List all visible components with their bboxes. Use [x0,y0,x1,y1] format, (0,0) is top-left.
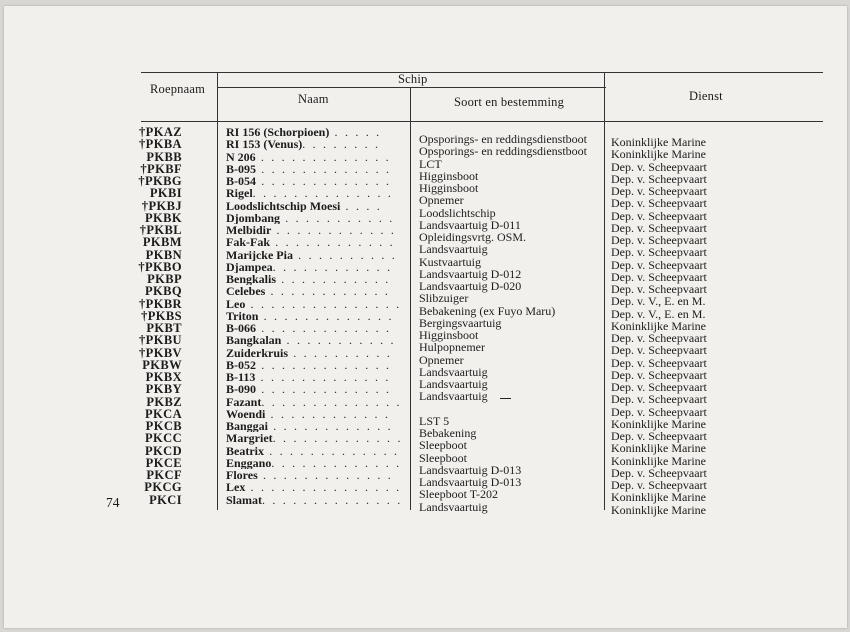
dienst: Koninklijke Marine [611,441,706,456]
dienst: Dep. v. Scheepvaart [611,331,707,345]
dienst: Dep. v. Scheepvaart [611,233,707,247]
ship-name-text: Melbidir [226,224,272,237]
ship-name-text: Lex [226,481,246,494]
ship-name-text: B-095 [226,162,256,176]
ship-name-text: Loodslichtschip Moesi [226,199,341,212]
ship-name [226,494,404,506]
soort-bestemming: Landsvaartuig [419,377,488,391]
ship-name [226,138,404,150]
ship-name [226,126,404,138]
leader-dots: . . . . . . . . . . . [281,334,396,347]
ship-name [226,420,404,432]
dash-mark [500,398,511,399]
ship-name-text: Fazant [226,395,262,408]
leader-dots: . . . . . . . . . . . . . [264,444,400,457]
ship-name [226,396,404,408]
ship-name-text: Celebes [226,285,266,298]
callsign: PKCE [145,455,182,470]
callsign: PKCC [144,431,182,446]
leader-dots: . . . . . . . . . . . . . . . [245,481,402,494]
dienst: Dep. v. Scheepvaart [611,465,707,480]
leader-dots: . . . . . . . . . . . . . [272,432,403,445]
callsign: PKBN [145,247,182,262]
ship-name-text: Woendi [226,407,266,421]
ship-name-text: Margriet [226,432,273,445]
ship-name [226,334,404,346]
dienst: Dep. v. Scheepvaart [611,257,707,272]
ship-name [226,187,404,199]
ship-name-text: Slamat [226,493,262,506]
soort-bestemming: Opsporings- en reddingsdienstboot [419,132,587,146]
leader-dots: . . . . . . . . . . . [280,211,395,225]
dienst: Koninklijke Marine [611,147,706,162]
ship-name-text: RI 153 (Venus) [226,138,303,151]
callsign: †PKBJ [141,198,182,213]
dienst: Dep. v. Scheepvaart [611,478,707,492]
table-top-rule [141,72,823,73]
dienst: Dep. v. Scheepvaart [611,196,707,211]
callsign: †PKBF [140,161,182,176]
callsign: †PKBO [138,259,182,274]
ship-name [226,273,404,285]
ship-name [226,383,404,395]
soort-bestemming: Bebakening [419,426,477,440]
leader-dots: . . . . . . . . . . . . [270,236,395,249]
ship-name-text: Beatrix [226,444,264,457]
ship-name-text: Triton [226,309,259,323]
leader-dots: . . . . . . . . . . . . . . [262,493,403,506]
leader-dots: . . . . [340,199,382,212]
ship-name-text: Leo [226,297,246,310]
dienst: Dep. v. Scheepvaart [611,355,707,370]
leader-dots: . . . . . . . . . . . . . [256,175,392,188]
callsign: PKBW [142,357,182,372]
ship-name-text: Fak-Fak [226,236,271,249]
callsign: PKBB [146,149,182,164]
dienst: Dep. v. Scheepvaart [611,269,707,284]
soort-bestemming: Higginsboot [419,168,479,183]
soort-bestemming: LST 5 [419,413,450,428]
dienst: Dep. v. Scheepvaart [611,282,707,296]
dienst: Koninklijke Marine [611,502,706,517]
ship-name [226,236,404,248]
ship-name-text: Rigel [226,187,253,200]
leader-dots: . . . . . . . . . . . . . . [252,187,394,200]
callsign: †PKBG [138,174,182,188]
leader-dots: . . . . . . . . . . . . [265,407,391,421]
book-page [4,6,847,628]
ship-name-text: Marijcke Pia [226,248,293,261]
callsign: PKBK [144,210,182,225]
dienst: Dep. v. Scheepvaart [611,245,707,260]
soort-bestemming: Sleepboot [419,450,467,465]
ship-name [226,457,404,469]
ship-name [226,285,404,297]
callsign: †PKBU [139,333,182,348]
soort-bestemming: Landsvaartuig D-013 [419,462,522,477]
callsign: PKBY [145,382,182,397]
leader-dots: . . . . . . . . . . . . . [258,309,394,323]
leader-dots: . . . . . . . . . . [288,346,393,359]
header-naam: Naam [298,92,329,106]
header-roepnaam: Roepnaam [150,82,206,96]
ship-name [226,212,404,224]
leader-dots: . . . . . . . . . . . . . [256,322,392,335]
leader-dots: . . . . . . . . . . . . [272,260,393,274]
soort-bestemming: Higginsboot [419,181,479,195]
leader-dots: . . . . . . . . . . . . . . . [245,297,402,310]
schip-under-rule [217,87,606,88]
soort-bestemming: Opleidingsvrtg. OSM. [419,230,527,244]
ship-name-text: B-054 [226,175,256,188]
ship-name [226,322,404,334]
ship-name-text: Zuiderkruis [226,346,289,359]
ship-name [226,408,404,420]
soort-bestemming: Opnemer [419,193,464,208]
callsign: PKCD [144,443,182,458]
callsign: PKCF [146,468,182,482]
col-divider-2 [410,87,411,510]
ship-name-text: Bangkalan [226,334,282,347]
header-soort: Soort en bestemming [454,95,565,109]
col-divider-3 [604,72,605,510]
callsign: PKCI [149,492,182,507]
leader-dots: . . . . . . . . . . . . . [256,358,392,372]
soort-bestemming: LCT [419,156,442,171]
soort-bestemming: Hulpopnemer [419,340,485,355]
leader-dots: . . . . . . . . . . . . . [256,162,392,176]
dienst: Dep. v. Scheepvaart [611,171,707,186]
ship-name [226,151,404,163]
callsign: †PKBL [139,223,182,237]
ship-name [226,249,404,261]
dienst: Dep. v. Scheepvaart [611,392,707,407]
header-bottom-rule [141,121,823,122]
callsign: †PKBS [141,308,182,323]
dienst: Dep. v. V., E. en M. [611,294,706,309]
ship-name [226,224,404,236]
soort-bestemming: Landsvaartuig [419,389,488,404]
leader-dots: . . . . . . . . [302,138,381,151]
callsign: PKBM [142,235,182,250]
soort-bestemming: Landsvaartuig D-011 [419,217,521,232]
ship-name-text: N 206 [226,150,256,163]
callsign: PKBT [146,321,182,335]
ship-name-text: B-090 [226,383,256,396]
leader-dots: . . . . . . . . . . . . [271,224,397,237]
ship-name-text: Banggai [226,420,269,433]
leader-dots: . . . . . [329,126,382,139]
ship-name [226,481,404,493]
ship-name-text: Flores [226,469,258,482]
soort-bestemming: Kustvaartuig [419,254,481,269]
callsign: PKCG [144,480,182,495]
leader-dots: . . . . . . . . . . . . . [271,456,402,470]
ship-name-text: B-052 [226,358,256,372]
dienst: Dep. v. V., E. en M. [611,306,706,321]
ship-name [226,347,404,359]
soort-bestemming: Bebakening (ex Fuyo Maru) [419,303,556,318]
dienst: Koninklijke Marine [611,490,706,505]
col-divider-1 [217,72,218,510]
callsign: PKCB [145,419,182,433]
dienst: Koninklijke Marine [611,318,706,333]
soort-bestemming: Landsvaartuig [419,499,488,514]
page-number: 74 [106,495,120,510]
ship-name-text: Djombang [226,211,281,225]
soort-bestemming: Landsvaartuig [419,364,488,379]
soort-bestemming: Landsvaartuig D-020 [419,279,522,293]
dienst: Dep. v. Scheepvaart [611,380,707,394]
ship-name-text: Djampea [226,260,273,274]
soort-bestemming: Opnemer [419,352,464,367]
callsign: PKBX [145,370,182,384]
header-dienst: Dienst [689,89,723,103]
ship-name [226,310,404,322]
leader-dots: . . . . . . . . . . . . . [255,150,391,163]
soort-bestemming: Sleepboot T-202 [419,487,499,502]
dienst: Koninklijke Marine [611,453,706,468]
leader-dots: . . . . . . . . . . . [276,273,391,286]
ship-name [226,359,404,371]
ship-name-text: B-113 [226,371,256,384]
callsign: PKCA [144,406,182,421]
callsign: PKBQ [144,284,182,299]
callsign: †PKBR [139,296,182,311]
callsign: †PKBV [139,345,182,360]
dienst: Koninklijke Marine [611,416,706,431]
soort-bestemming: Landsvaartuig [419,242,488,257]
soort-bestemming: Sleepboot [419,438,467,453]
callsign: PKBP [147,272,182,286]
leader-dots: . . . . . . . . . . . . . . [261,395,402,408]
ship-name-text: Enggano [226,456,272,470]
soort-bestemming: Landsvaartuig D-013 [419,475,522,489]
soort-bestemming: Loodslichtschip [419,205,496,220]
dienst: Dep. v. Scheepvaart [611,343,707,358]
ship-name-text: RI 156 (Schorpioen) [226,126,330,139]
soort-bestemming: Higginsboot [419,328,479,342]
ship-name [226,371,404,383]
ship-name [226,469,404,481]
dienst: Dep. v. Scheepvaart [611,404,707,419]
leader-dots: . . . . . . . . . . . . . [257,469,393,482]
soort-bestemming: Landsvaartuig D-012 [419,266,522,281]
ship-name [226,261,404,273]
header-schip: Schip [398,72,428,86]
callsign: PKBZ [146,394,182,409]
dienst: Dep. v. Scheepvaart [611,429,707,443]
ship-name-text: Bengkalis [226,273,277,286]
dienst: Dep. v. Scheepvaart [611,159,707,174]
dienst: Dep. v. Scheepvaart [611,184,707,198]
callsign: PKBI [149,186,182,201]
leader-dots: . . . . . . . . . . . . [265,285,391,298]
soort-bestemming: Bergingsvaartuig [419,315,502,330]
callsign: †PKBA [139,137,182,152]
dienst: Koninklijke Marine [611,135,706,149]
ship-name-text: B-066 [226,322,256,335]
dienst: Dep. v. Scheepvaart [611,208,707,223]
callsign: †PKAZ [139,125,182,139]
soort-bestemming: Opsporings- en reddingsdienstboot [419,144,587,159]
ship-name [226,432,404,444]
ship-name [226,298,404,310]
leader-dots: . . . . . . . . . . . . [268,420,393,433]
ship-name [226,175,404,187]
leader-dots: . . . . . . . . . . [292,248,397,261]
leader-dots: . . . . . . . . . . . . . [256,383,392,396]
soort-bestemming: Slibzuiger [419,291,469,306]
ship-name [226,200,404,212]
ship-name [226,445,404,457]
dienst: Dep. v. Scheepvaart [611,367,707,382]
dienst: Dep. v. Scheepvaart [611,220,707,235]
leader-dots: . . . . . . . . . . . . . [255,371,391,384]
ship-name [226,163,404,175]
